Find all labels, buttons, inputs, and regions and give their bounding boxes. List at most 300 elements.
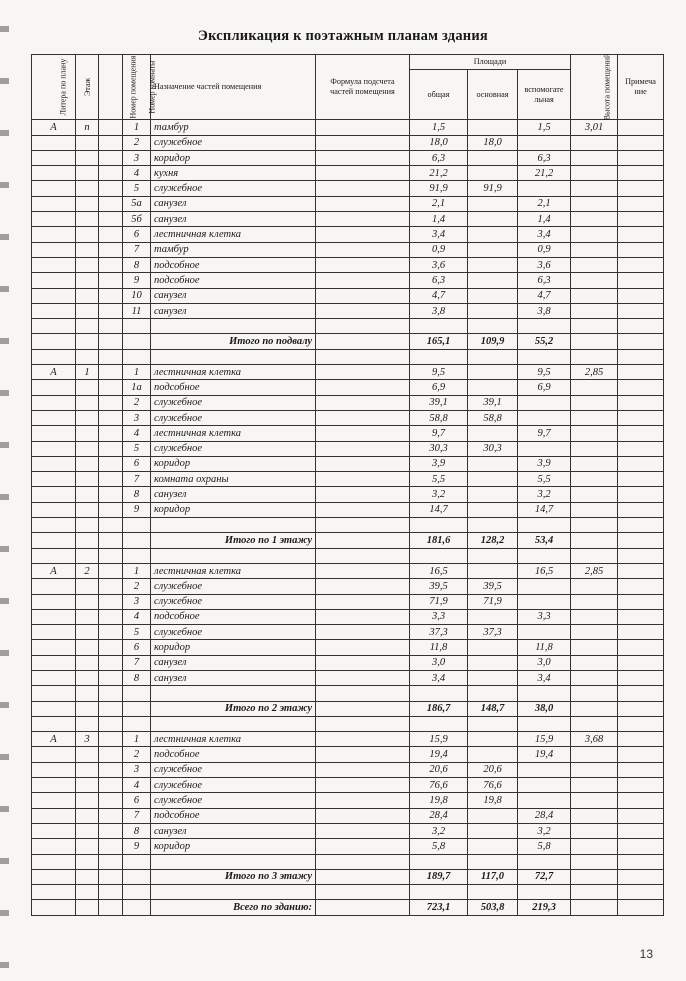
empty-cell — [571, 334, 618, 349]
aux-area-cell: 3,9 — [518, 456, 571, 471]
aux-area-cell: 1,5 — [518, 120, 571, 135]
table-row — [32, 257, 664, 272]
note-cell — [618, 135, 664, 150]
formula-cell — [316, 839, 410, 854]
floor-aux-area: 53,4 — [518, 533, 571, 548]
aux-area-cell — [518, 625, 571, 640]
premise-number-cell — [99, 594, 123, 609]
table-row — [32, 410, 664, 425]
empty-cell — [410, 349, 468, 364]
formula-cell — [316, 150, 410, 165]
aux-area-cell: 9,7 — [518, 426, 571, 441]
table-row — [32, 762, 664, 777]
total-area-cell: 11,8 — [410, 640, 468, 655]
note-cell — [618, 303, 664, 318]
empty-cell — [151, 548, 316, 563]
floor-aux-area: 72,7 — [518, 869, 571, 884]
floor-cell — [76, 823, 99, 838]
premise-number-cell — [99, 135, 123, 150]
room-number-cell: 6 — [123, 227, 151, 242]
litera-cell — [32, 150, 76, 165]
empty-cell — [571, 533, 618, 548]
premise-number-cell — [99, 365, 123, 380]
empty-row — [32, 518, 664, 533]
note-cell — [618, 242, 664, 257]
floor-cell — [76, 762, 99, 777]
empty-cell — [32, 334, 76, 349]
main-area-cell — [468, 365, 518, 380]
aux-area-cell: 1,4 — [518, 212, 571, 227]
room-name-cell: санузел — [151, 670, 316, 685]
floor-cell — [76, 212, 99, 227]
premise-number-cell — [99, 609, 123, 624]
main-area-cell — [468, 227, 518, 242]
room-number-cell: 8 — [123, 257, 151, 272]
total-area-cell: 18,0 — [410, 135, 468, 150]
main-area-cell: 76,6 — [468, 778, 518, 793]
empty-cell — [571, 854, 618, 869]
floor-total-label: Итого по 1 этажу — [151, 533, 316, 548]
room-number-cell: 1 — [123, 732, 151, 747]
aux-area-cell: 2,1 — [518, 196, 571, 211]
height-cell — [571, 441, 618, 456]
table-row — [32, 823, 664, 838]
floor-cell: п — [76, 120, 99, 135]
litera-cell — [32, 655, 76, 670]
floor-main-area: 117,0 — [468, 869, 518, 884]
room-name-cell: лестничная клетка — [151, 732, 316, 747]
main-area-cell — [468, 303, 518, 318]
room-name-cell: лестничная клетка — [151, 426, 316, 441]
premise-number-cell — [99, 839, 123, 854]
note-cell — [618, 670, 664, 685]
empty-cell — [518, 349, 571, 364]
total-area-cell: 37,3 — [410, 625, 468, 640]
room-name-cell: подсобное — [151, 257, 316, 272]
floor-total-area: 165,1 — [410, 334, 468, 349]
main-area-cell: 39,1 — [468, 395, 518, 410]
formula-cell — [316, 242, 410, 257]
main-area-cell — [468, 839, 518, 854]
empty-row — [32, 548, 664, 563]
empty-cell — [618, 885, 664, 900]
empty-cell — [316, 900, 410, 915]
height-cell — [571, 196, 618, 211]
empty-cell — [518, 885, 571, 900]
floor-cell — [76, 135, 99, 150]
litera-cell — [32, 288, 76, 303]
room-number-cell: 1а — [123, 380, 151, 395]
empty-cell — [151, 319, 316, 334]
main-area-cell — [468, 472, 518, 487]
premise-number-cell — [99, 502, 123, 517]
header-obshaya: общая — [410, 70, 468, 120]
empty-cell — [316, 869, 410, 884]
note-cell — [618, 640, 664, 655]
table-row — [32, 609, 664, 624]
room-name-cell: санузел — [151, 303, 316, 318]
room-name-cell: санузел — [151, 655, 316, 670]
litera-cell — [32, 441, 76, 456]
table-row — [32, 808, 664, 823]
litera-cell — [32, 670, 76, 685]
empty-cell — [618, 349, 664, 364]
floor-total-label: Итого по подвалу — [151, 334, 316, 349]
empty-cell — [571, 518, 618, 533]
empty-cell — [468, 319, 518, 334]
litera-cell — [32, 487, 76, 502]
room-number-cell: 9 — [123, 273, 151, 288]
note-cell — [618, 196, 664, 211]
empty-cell — [518, 319, 571, 334]
floor-main-area: 148,7 — [468, 701, 518, 716]
litera-cell — [32, 426, 76, 441]
floor-cell — [76, 227, 99, 242]
table-body — [32, 120, 664, 915]
room-number-cell: 2 — [123, 747, 151, 762]
premise-number-cell — [99, 288, 123, 303]
formula-cell — [316, 625, 410, 640]
aux-area-cell: 5,5 — [518, 472, 571, 487]
empty-cell — [316, 319, 410, 334]
total-area-cell: 14,7 — [410, 502, 468, 517]
room-number-cell: 2 — [123, 579, 151, 594]
table-row — [32, 456, 664, 471]
empty-cell — [316, 334, 410, 349]
main-area-cell — [468, 502, 518, 517]
litera-cell — [32, 808, 76, 823]
floor-cell — [76, 609, 99, 624]
header-litera: Литера по плану — [32, 55, 76, 120]
empty-cell — [99, 349, 123, 364]
floor-cell — [76, 166, 99, 181]
empty-cell — [99, 334, 123, 349]
empty-cell — [76, 686, 99, 701]
aux-area-cell: 3,4 — [518, 670, 571, 685]
litera-cell — [32, 166, 76, 181]
empty-cell — [518, 518, 571, 533]
total-area-cell: 3,6 — [410, 257, 468, 272]
note-cell — [618, 625, 664, 640]
main-area-cell — [468, 747, 518, 762]
height-cell — [571, 778, 618, 793]
floor-cell — [76, 273, 99, 288]
formula-cell — [316, 380, 410, 395]
empty-cell — [123, 900, 151, 915]
empty-cell — [32, 869, 76, 884]
room-name-cell: тамбур — [151, 120, 316, 135]
floor-cell: 1 — [76, 365, 99, 380]
note-cell — [618, 273, 664, 288]
floor-total-area: 189,7 — [410, 869, 468, 884]
floor-cell — [76, 747, 99, 762]
floor-cell — [76, 778, 99, 793]
note-cell — [618, 426, 664, 441]
aux-area-cell: 6,3 — [518, 273, 571, 288]
table-row — [32, 242, 664, 257]
main-area-cell — [468, 166, 518, 181]
empty-cell — [618, 319, 664, 334]
floor-cell — [76, 456, 99, 471]
floor-cell — [76, 288, 99, 303]
formula-cell — [316, 487, 410, 502]
main-area-cell — [468, 150, 518, 165]
empty-cell — [123, 885, 151, 900]
formula-cell — [316, 808, 410, 823]
main-area-cell: 20,6 — [468, 762, 518, 777]
total-area-cell: 76,6 — [410, 778, 468, 793]
room-name-cell: коридор — [151, 502, 316, 517]
empty-row — [32, 885, 664, 900]
empty-cell — [571, 900, 618, 915]
total-area-cell: 6,3 — [410, 150, 468, 165]
height-cell — [571, 793, 618, 808]
header-nomer-komnaty: Номер комнаты — [123, 55, 151, 120]
floor-cell — [76, 579, 99, 594]
empty-cell — [618, 533, 664, 548]
main-area-cell — [468, 609, 518, 624]
formula-cell — [316, 227, 410, 242]
premise-number-cell — [99, 273, 123, 288]
empty-cell — [99, 716, 123, 731]
height-cell — [571, 670, 618, 685]
room-number-cell: 7 — [123, 472, 151, 487]
premise-number-cell — [99, 762, 123, 777]
formula-cell — [316, 303, 410, 318]
empty-cell — [468, 854, 518, 869]
empty-cell — [618, 334, 664, 349]
empty-cell — [76, 319, 99, 334]
note-cell — [618, 365, 664, 380]
litera-cell — [32, 273, 76, 288]
total-area-cell: 5,8 — [410, 839, 468, 854]
room-name-cell: лестничная клетка — [151, 563, 316, 578]
main-area-cell — [468, 640, 518, 655]
total-area-cell: 3,4 — [410, 670, 468, 685]
aux-area-cell — [518, 579, 571, 594]
table-row — [32, 135, 664, 150]
empty-cell — [99, 885, 123, 900]
total-area-cell: 9,7 — [410, 426, 468, 441]
room-number-cell: 6 — [123, 640, 151, 655]
litera-cell — [32, 778, 76, 793]
main-area-cell: 19,8 — [468, 793, 518, 808]
empty-cell — [99, 686, 123, 701]
total-area-cell: 19,4 — [410, 747, 468, 762]
premise-number-cell — [99, 625, 123, 640]
height-cell — [571, 410, 618, 425]
litera-cell — [32, 472, 76, 487]
room-number-cell: 2 — [123, 135, 151, 150]
table-row — [32, 166, 664, 181]
empty-cell — [518, 548, 571, 563]
floor-cell — [76, 441, 99, 456]
empty-cell — [99, 869, 123, 884]
formula-cell — [316, 166, 410, 181]
main-area-cell: 39,5 — [468, 579, 518, 594]
table-row — [32, 212, 664, 227]
room-number-cell: 9 — [123, 839, 151, 854]
total-area-cell: 3,8 — [410, 303, 468, 318]
note-cell — [618, 778, 664, 793]
empty-cell — [32, 885, 76, 900]
note-cell — [618, 257, 664, 272]
room-name-cell: подсобное — [151, 380, 316, 395]
total-area-cell: 6,3 — [410, 273, 468, 288]
main-area-cell — [468, 257, 518, 272]
aux-area-cell: 3,0 — [518, 655, 571, 670]
aux-area-cell: 3,3 — [518, 609, 571, 624]
room-number-cell: 5 — [123, 625, 151, 640]
room-number-cell: 4 — [123, 778, 151, 793]
floor-cell — [76, 839, 99, 854]
aux-area-cell — [518, 410, 571, 425]
room-number-cell: 3 — [123, 762, 151, 777]
aux-area-cell — [518, 762, 571, 777]
floor-cell — [76, 410, 99, 425]
table-row — [32, 594, 664, 609]
note-cell — [618, 747, 664, 762]
height-cell — [571, 655, 618, 670]
room-name-cell: санузел — [151, 823, 316, 838]
empty-cell — [32, 349, 76, 364]
room-name-cell: санузел — [151, 288, 316, 303]
empty-cell — [571, 869, 618, 884]
total-area-cell: 5,5 — [410, 472, 468, 487]
total-area-cell: 16,5 — [410, 563, 468, 578]
room-name-cell: коридор — [151, 456, 316, 471]
total-area-cell: 15,9 — [410, 732, 468, 747]
litera-cell — [32, 242, 76, 257]
aux-area-cell: 5,8 — [518, 839, 571, 854]
floor-total-row — [32, 701, 664, 716]
note-cell — [618, 441, 664, 456]
grand-total-row — [32, 900, 664, 915]
table-row — [32, 839, 664, 854]
empty-cell — [518, 854, 571, 869]
room-number-cell: 7 — [123, 808, 151, 823]
formula-cell — [316, 120, 410, 135]
header-formula: Формула подсчета частей помещения — [316, 55, 410, 120]
room-number-cell: 10 — [123, 288, 151, 303]
room-name-cell: санузел — [151, 487, 316, 502]
note-cell — [618, 288, 664, 303]
room-number-cell: 5 — [123, 181, 151, 196]
header-ploshadi: Площади — [410, 55, 571, 70]
total-area-cell: 21,2 — [410, 166, 468, 181]
litera-cell: А — [32, 563, 76, 578]
room-name-cell: подсобное — [151, 747, 316, 762]
premise-number-cell — [99, 487, 123, 502]
empty-cell — [123, 518, 151, 533]
aux-area-cell — [518, 778, 571, 793]
litera-cell — [32, 456, 76, 471]
litera-cell: А — [32, 732, 76, 747]
floor-total-label: Итого по 3 этажу — [151, 869, 316, 884]
room-name-cell: служебное — [151, 395, 316, 410]
note-cell — [618, 609, 664, 624]
formula-cell — [316, 579, 410, 594]
premise-number-cell — [99, 441, 123, 456]
room-number-cell: 5а — [123, 196, 151, 211]
premise-number-cell — [99, 793, 123, 808]
table-row — [32, 441, 664, 456]
empty-cell — [410, 518, 468, 533]
premise-number-cell — [99, 181, 123, 196]
empty-cell — [518, 686, 571, 701]
formula-cell — [316, 778, 410, 793]
room-number-cell: 4 — [123, 426, 151, 441]
empty-cell — [410, 716, 468, 731]
floor-cell — [76, 625, 99, 640]
room-name-cell: служебное — [151, 625, 316, 640]
formula-cell — [316, 747, 410, 762]
main-area-cell: 58,8 — [468, 410, 518, 425]
aux-area-cell: 15,9 — [518, 732, 571, 747]
room-name-cell: кухня — [151, 166, 316, 181]
note-cell — [618, 823, 664, 838]
empty-cell — [151, 885, 316, 900]
main-area-cell — [468, 380, 518, 395]
litera-cell — [32, 823, 76, 838]
premise-number-cell — [99, 166, 123, 181]
floor-cell — [76, 380, 99, 395]
total-area-cell: 91,9 — [410, 181, 468, 196]
formula-cell — [316, 563, 410, 578]
height-cell — [571, 273, 618, 288]
room-name-cell: тамбур — [151, 242, 316, 257]
room-name-cell: служебное — [151, 762, 316, 777]
litera-cell: А — [32, 120, 76, 135]
floor-total-row — [32, 334, 664, 349]
room-number-cell: 8 — [123, 823, 151, 838]
aux-area-cell: 28,4 — [518, 808, 571, 823]
empty-cell — [76, 349, 99, 364]
total-area-cell: 4,7 — [410, 288, 468, 303]
height-cell — [571, 625, 618, 640]
table-row — [32, 625, 664, 640]
height-cell — [571, 257, 618, 272]
aux-area-cell: 14,7 — [518, 502, 571, 517]
litera-cell — [32, 839, 76, 854]
empty-cell — [76, 716, 99, 731]
total-area-cell: 39,1 — [410, 395, 468, 410]
height-cell — [571, 227, 618, 242]
explication-table — [31, 54, 664, 916]
main-area-cell: 91,9 — [468, 181, 518, 196]
room-number-cell: 1 — [123, 365, 151, 380]
room-number-cell: 3 — [123, 594, 151, 609]
formula-cell — [316, 196, 410, 211]
floor-cell — [76, 472, 99, 487]
empty-cell — [618, 548, 664, 563]
note-cell — [618, 732, 664, 747]
total-area-cell: 3,2 — [410, 487, 468, 502]
aux-area-cell: 6,3 — [518, 150, 571, 165]
empty-cell — [76, 885, 99, 900]
premise-number-cell — [99, 227, 123, 242]
height-cell — [571, 166, 618, 181]
floor-aux-area: 38,0 — [518, 701, 571, 716]
table-row — [32, 395, 664, 410]
room-number-cell: 8 — [123, 670, 151, 685]
premise-number-cell — [99, 808, 123, 823]
room-number-cell: 1 — [123, 120, 151, 135]
empty-cell — [76, 533, 99, 548]
empty-cell — [123, 548, 151, 563]
main-area-cell: 18,0 — [468, 135, 518, 150]
empty-cell — [76, 701, 99, 716]
